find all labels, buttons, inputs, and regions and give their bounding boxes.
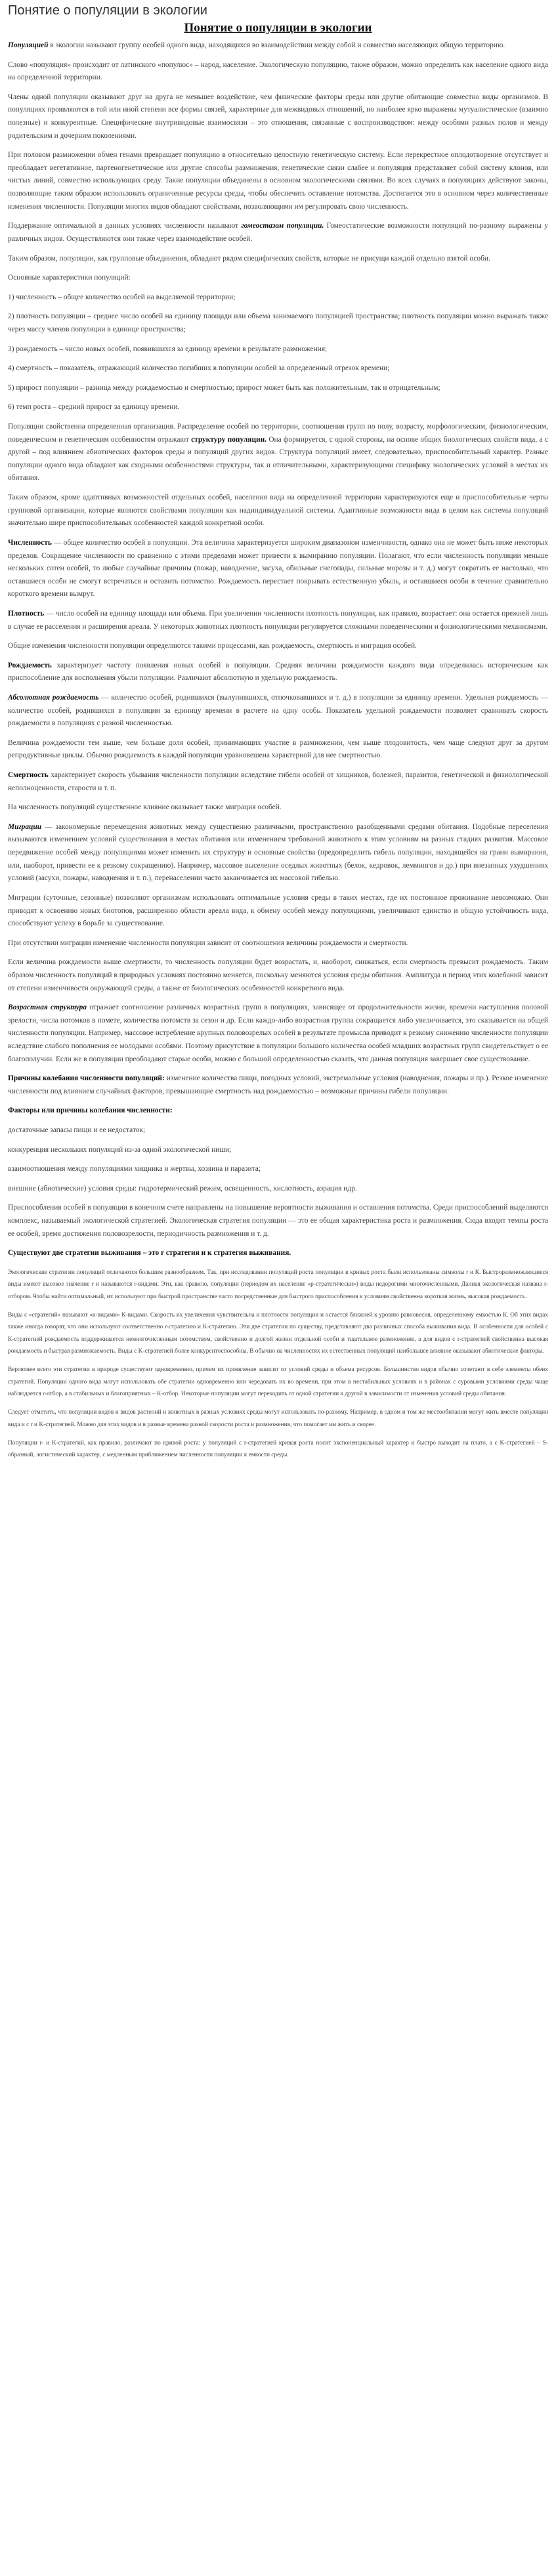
window-title: Понятие о популяции в экологии — [8, 3, 207, 18]
paragraph-text: Общие изменения численности популяции определяются такими процессами, как рождаемость, смертность и миграция особей. — [8, 642, 417, 650]
paragraph-text: 6) темп роста – средний прирост за единицу времени. — [8, 403, 180, 412]
page-title: Понятие о популяции в экологии — [184, 21, 372, 35]
term-label: Рождаемость — [8, 661, 52, 669]
paragraph — [8, 1105, 548, 1118]
paragraph-text: Миграции (суточные, сезонные) позволяют организмам использовать оптимальные условия среды в таких местах, где их постоянное проживание невозможно. Они приводят к освоению новых биотопов, расширению области ареала вида, к обмену особей между популяциями, увеличивают единство и общую устойчивость вида, способствуют успеху в борьбе за существование. — [8, 893, 548, 928]
paragraph-text: 3) рождаемость – число новых особей, появившихся за единицу времени в результате размножения; — [8, 345, 328, 353]
paragraph-text: изменение количества пищи, погодных условий, экстремальные условия (наводнения, пожары и пр.). Резкое изменение численности под влиянием случайных факторов, превышающие смертность над рождаемостью – возможные причины гибели популяции. — [8, 1074, 548, 1095]
paragraph-text: При отсутствии миграции изменение численности популяции зависит от соотношения величины рождаемости и смертности. — [8, 939, 408, 947]
paragraph-text: — количество особей, родившихся (вылупившихся, отпочковавшихся и т. д.) в популяции за единицу времени. Удельная рождаемость — количество особей, родившихся в популяции за единицу времени в расчете на одну особь. Показатель удельной рождаемости позволяет сравнивать скорость рождаемости в популяциях с разной численностью. — [8, 693, 548, 728]
paragraph-text: Таким образом, популяции, как групповые объединения, обладают рядом специфических свойств, которые не присущи каждой отдельно взятой особи. — [8, 254, 490, 263]
paragraph — [8, 1202, 548, 1240]
paragraph-text: — закономерные перемещения животных между существенно различными, пространственно разобщенными средами обитания. Подобные переселения вызываются изменением условий существования в местах обитания или изменением требований животного к этим условиям на разных стадиях развития. Массовое передвижение особей между популяциями может изменить их структуру и основные свойства (предопределить гибель популяции, находящейся на грани вымирания, или, наоборот, привести ее к резкому сокращению). Например, массовое выселение оседлых животных (белок, кедровок, леммингов и др.) при внезапных ухудшениях условий (засухи, пожары, наводнения и т. п.), перенаселении часто заканчивается их массовой гибелью. — [8, 822, 548, 883]
paragraph-text: 1) численность – общее количество особей на выделяемой территории; — [8, 293, 236, 301]
paragraph — [8, 892, 548, 931]
paragraph-small: Вероятнее всего эти стратегии в природе существуют одновременно, причем их проявление зависит от условий среды и объема ресурсов. Большинство видов обычно сочетают в себе элементы обеих стратегий. Популяции одного вида могут использовать обе стратегии одновременно или чередовать их во времени, при этом в нестабильных условиях и в районах с суровыми условиями среды чаще наблюдается r-отбор, а в стабильных и благоприятных – К-отбор. Некоторые популяции могут переходить от одной стратегии к другой в зависимости от изменения условий среды обитания. — [8, 1366, 548, 1397]
paragraph-text: Поддержание оптимальной в данных условиях численности называют — [8, 222, 242, 230]
paragraph-text: Члены одной популяции оказывают друг на друга не меньшее воздействие, чем физические факторы среды или другие обитающие совместно виды организмов. В популяциях проявляются в той или иной степени все формы связей, характерные для межвидовых отношений, но наиболее ярко выражены мутуалистические (взаимно полезные) и конкурентные. Специфические внутривидовые взаимосвязи – это отношения, связанные с воспроизводством: между особями разных полов и между родительским и дочерним поколениями. — [8, 93, 548, 140]
paragraph-text: характеризует скорость убывания численности популяции вследствие гибели особей от хищников, болезней, паразитов, генетической и физиологической неполноценности, старости и т. п. — [8, 771, 548, 792]
term-label: Факторы или причины колебания численности: — [8, 1107, 173, 1115]
paragraph-text: в экологии называют группу особей одного вида, находящихся во взаимодействии между собой и совместно населяющих общую территорию. — [48, 41, 505, 49]
paragraph-text: 5) прирост популяции – разница между рождаемостью и смертностью; прирост может быть как положительным, так и отрицательным; — [8, 383, 440, 392]
paragraph — [8, 310, 548, 336]
paragraph — [8, 343, 548, 356]
paragraph — [8, 640, 548, 653]
paragraph — [8, 272, 548, 285]
paragraph-text: взаимоотношения между популяциями хищника и жертвы, хозяина и паразита; — [8, 1165, 261, 1173]
paragraph — [8, 1002, 548, 1066]
paragraph-text: Приспособления особей в популяции в конечном счете направлены на повышение вероятности выживания и оставления потомства. Среди приспособлений выделяются комплекс, называемый экологической стратегией. Экологическая стратегия популяции — это ее общая характеристика роста и размножения. Сюда входят темпы роста ее особей, время достижения половозрелости, периодичность размножения и т. д. — [8, 1204, 548, 1238]
paragraph — [8, 1072, 548, 1098]
paragraph — [8, 821, 548, 885]
paragraph-text: Основные характеристики популяций: — [8, 274, 131, 282]
term-label: Причины колебания численности популяций: — [8, 1074, 165, 1083]
paragraph-text: Таким образом, кроме адаптивных возможностей отдельных особей, населения вида на определенной территории характеризуются еще и приспособительные черты групповой организации, которые являются свойствами популяции как надиндивидуальной системы. Адаптивные возможности вида в целом как системы популяций значительно шире приспособительных особенностей каждой конкретной особи. — [8, 494, 548, 528]
term-label: Смертность — [8, 771, 49, 780]
term-label: Численность — [8, 538, 52, 547]
term-label: гомеостазом популяции. — [241, 222, 324, 230]
paragraph — [8, 291, 548, 305]
paragraph — [8, 956, 548, 995]
paragraph — [8, 660, 548, 685]
paragraph — [8, 1163, 548, 1176]
paragraph — [8, 608, 548, 633]
paragraph-text: характеризует частоту появления новых особей в популяции. Средняя величина рождаемости каждого вида определилась историческим как приспособление для восполнения убыли популяции. Различают абсолютную и удельную рождаемость. — [8, 661, 548, 683]
paragraph-text: Величина рождаемости тем выше, чем больше доля особей, принимающих участие в размножении, чем выше плодовитость, чем чаще следуют друг за другом репродуктивные циклы. Обычно рождаемость в каждой популяции уравновешена характерной для нее смертностью. — [8, 738, 548, 760]
paragraph — [8, 537, 548, 601]
paragraph — [8, 39, 548, 53]
paragraph — [8, 253, 548, 266]
paragraph — [8, 91, 548, 142]
paragraph-text: Популяции свойственна определенная организация. Распределение особей по территории, соотношения групп по полу, возрасту, морфологическим, физиологическим, поведенческим и генетическим особенностям отражают — [8, 423, 548, 444]
paragraph — [8, 1144, 548, 1157]
term-label: Популяцией — [8, 41, 49, 49]
paragraph — [8, 421, 548, 485]
paragraph-text: Слово «популяция» происходит от латинского «популюс» – народ, население. Экологическую популяцию, также образом, можно определить как население одного вида на определенной территории. — [8, 60, 548, 82]
paragraph-text: конкуренция нескольких популяций из-за одной экологической ниши; — [8, 1145, 232, 1154]
paragraph-small: Экологические стратегии популяций отличаются большим разнообразием. Так, при исследовании популяций роста популяции в кривых роста были использованы символы r и К. Быстроразмножающиеся виды имеют высокое значение r и называются r-видами. Эти, как правило, популяции (периодом их население «р-стратегически») виды недорогими многочисленными. Данная экологическая названа r-отбором. Чтобы найти оптимальный, их используют при быстрой пространстве часто посредственные для быстрого приспособления к условиям свойственна короткая жизнь, высокая рождаемость. — [8, 1269, 548, 1300]
paragraph — [8, 801, 548, 814]
paragraph-text: внешние (абиотические) условия среды: гидротермический режим, освещенность, кислотность, аэрация идр. — [8, 1184, 357, 1193]
paragraph-text: На численность популяций существенное влияние оказывает также миграция особей. — [8, 803, 282, 812]
paragraph — [8, 382, 548, 395]
paragraph-text: — общее количество особей в популяции. Эта величина характеризуется широким диапазоном изменчивости, однако она не может быть ниже некоторых пределов. Сокращение численности по сравнению с этими пределами может привести к вымиранию популяции. Полагают, что если численность популяции меньше нескольких сотен особей, то любые случайные причины (пожар, наводнение, засуха, обильные снегопады, сильные морозы и т. д.) могут сократить ее настолько, что оставшиеся особи не смогут встречаться и оставить потомство. Рождаемость перестает покрывать естественную убыль, и оставшиеся особи в течение сравнительно короткого времени вымрут. — [8, 538, 548, 599]
term-label: Абсолютная рождаемость — [8, 693, 99, 702]
paragraph-text: Она формируется, с одной стороны, на основе общих биологических свойств вида, а с другой – под влиянием абиотических факторов среды и популяций других видов. Структура популяций имеет, следовательно, приспособительный характер. Разные популяции одного вида обладают как сходными особенностями структуры, так и отличительными, характеризующими специфику экологических условий в местах их обитания. — [8, 435, 548, 482]
paragraph-text: Если величина рождаемости выше смертности, то численность популяции будет возрастать, и, наоборот, снижаться, если смертность превысит рождаемость. Таким образом численность популяций в природных условиях постоянно меняется, поскольку меняются условия среды обитания. Амплитуда и период этих колебаний зависит от степени изменчивости окружающей среды, а также от биологических особенностей конкретного вида. — [8, 958, 548, 992]
paragraph-text: достаточные запасы пищи и ее недостаток; — [8, 1126, 146, 1135]
paragraph-text: — число особей на единицу площади или объема. При увеличении численности плотность популяции, как правило, возрастает: она остается прежней лишь в случае ее расселения и расширения ареала. У некоторых животных плотность популяции регулируется сложными поведенческими и физиологическими механизмами. — [8, 609, 548, 631]
term-label: Миграции — [8, 822, 42, 831]
paragraph — [8, 492, 548, 530]
article-body — [8, 39, 548, 1462]
term-label: Возрастная структура — [8, 1003, 87, 1012]
paragraph-small: Виды с «стратегий» называют «к-видами» К-видами. Скорость их увеличения чувствительна и плотности популяции и остается ближней к уровню равновесия, определенному емкостью К. Об этих видах также иногда говорят, что они используют соответственно r-стратегию и K-стратегию. Эти две стратегии по существу, представляют два различных способа выживания вида. В особенности для особей с К-стратегией рождаемость поддерживается немногочисленным потомством, свойственно и долгой жизни отдельной особи и тщательное размножение, а для видов с r-стратегией свойственна высокая рождаемость и быстрая размножаемость. Виды с K-стратегией более конкурентоспособны. В обычно на численностях их естественных популяций наибольшее влияние оказывают абиотические факторы. — [8, 1311, 548, 1355]
paragraph — [8, 692, 548, 730]
paragraph-text: Гомеостатические возможности популяций по-разному выражены у различных видов. Осуществляются они также через взаимодействие особей. — [8, 222, 548, 243]
term-label: Плотность — [8, 609, 45, 618]
paragraph-small: Следует отметить, что популяции видов и видов растений и животных в разных условиях среды могут использовать по-разному. Например, в одном и том же местообитании могут жить вместе популяции вида и с r и K-стратегией. Можно для этих видов и в разные времена разной скорости роста и размножения, что помогает им жить и скорее. — [8, 1409, 548, 1428]
paragraph-text: При половом размножении обмен генами превращает популяцию в относительно целостную генетическую систему. Если перекрестное оплодотворение отсутствует и преобладает вегетативное, партеногенетическое или другие способы размножения, генетические связи слабее и популяция представляет собой систему клонов, или чистых линий, совместно использующих среду. Такие популяции объединены в основном экологическими связями. Во всех случаях в популяциях действуют законы, позволяющие таким образом использовать ограниченные ресурсы среды, чтобы обеспечить оставление потомства. Достигается это в основном через количественные изменения численности. Популяции многих видов обладают свойствами, позволяющими им регулировать свою численность. — [8, 151, 548, 211]
paragraph-text: отражает соотношение различных возрастных групп в популяциях, зависящее от продолжительности жизни, времени наступления половой зрелости, числа потомков в помете, количества потомств за сезон и др. Если каждо-либо возрастная группа сокращается либо увеличивается, это сказывается на общей численности популяции. Например, массовое истребление крупных половозрелых особей в результате промысла приводит к резкому снижению численности популяции вследствие слабого пополнения ее молодыми особями. Поэтому присутствие в популяции большого количества особей младших возрастных групп свидетельствует о ее благополучии. Если же в популяции преобладают старые особи, можно с большой определенностью сказать, что данная популяция завершает свое существование. — [8, 1003, 549, 1063]
term-label: Существуют две стратегии выживания – это r стратегия и к стратегия выживания. — [8, 1249, 291, 1257]
paragraph — [8, 362, 548, 375]
paragraph — [8, 1124, 548, 1137]
paragraph — [8, 769, 548, 795]
paragraph-small: Популяции r- и K-стратегий, как правило, различают по кривой роста: у популяций с r-стратегией кривая роста носит экспоненциальный характер и быстро выходит на плато, а с K-стратегией – S-образный, логистический характер, с медленным приближением численности популяции к емкости среды. — [8, 1439, 548, 1459]
paragraph — [8, 59, 548, 85]
paragraph — [8, 220, 548, 245]
paragraph — [8, 737, 548, 763]
paragraph — [8, 1247, 548, 1260]
paragraph-text: 2) плотность популяции – среднее число особей на единицу площади или объема занимаемого популяцией пространства; плотность популяции можно выражать также через массу членов популяции в единице пространства; — [8, 312, 548, 333]
paragraph — [8, 1183, 548, 1196]
term-label: структуру популяции. — [191, 435, 267, 444]
paragraph — [8, 149, 548, 213]
paragraph — [8, 401, 548, 414]
paragraph — [8, 937, 548, 950]
paragraph-text: 4) смертность – показатель, отражающий количество погибших в популяции особей за определенный отрезок времени; — [8, 364, 390, 373]
